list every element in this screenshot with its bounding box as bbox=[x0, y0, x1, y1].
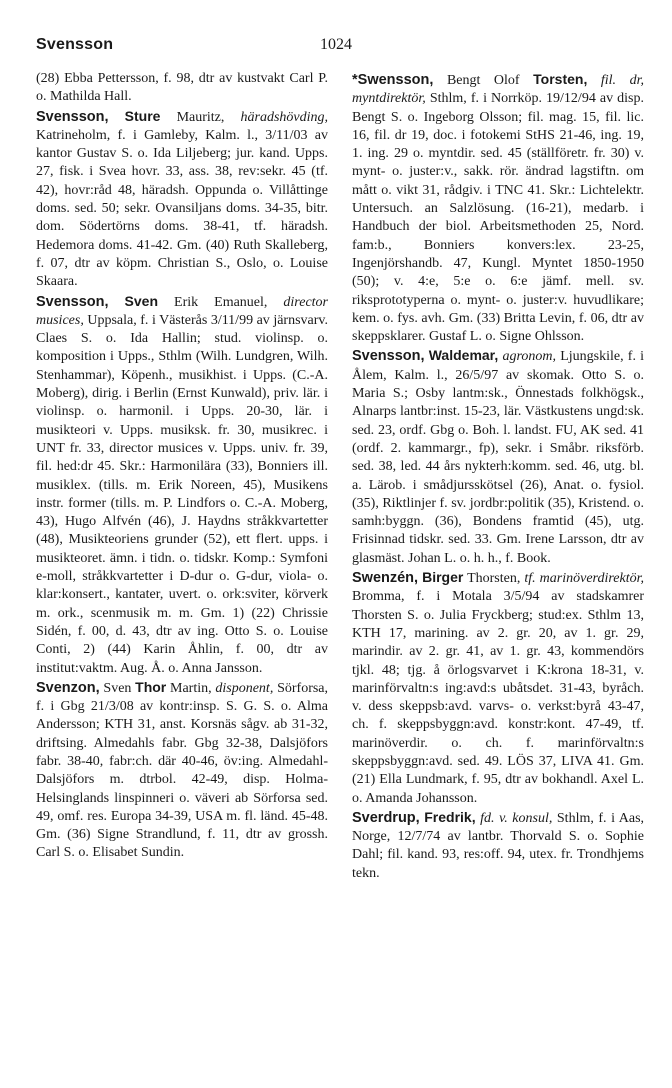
entry-body: Sörforsa, f. i Gbg 21/3/08 av kontr:insp. S. G. S. o. Alma Andersson; KTH 31, anst. Korsnäs sågv. ab 31-32, driftsing. Almedahls fabr. Gbg 32-38, Dalsjöfors fabr. 38-40, fabr:ch. där 40-46, öv:ing. Almedahl-Dalsjöfors m. dtrbol. 42-49, disp. Holma-Helsinglands linspinneri o. väveri ab Sörforsa sed. 49, omf. res. Europa 34-39, USA m. fl. länd. 45-48. Gm. (36) Signe Strandlund, f. 11, dtr av grossh. Carl S. o. Elisabet Sundin. bbox=[36, 680, 329, 861]
running-head bbox=[36, 36, 636, 60]
entry-given-names: Mauritz, bbox=[176, 109, 225, 125]
entry-surname: *Swensson, bbox=[352, 72, 434, 88]
entry-call-name: Waldemar, bbox=[428, 347, 499, 364]
entry-swenzen-birger bbox=[352, 568, 644, 808]
entry-body: Uppsala, f. i Västerås 3/11/99 av järnsvarv. Claes S. o. Ida Hallin; stud. violinsp. o. komposition i Upps., Sthlm (Wilh. Lundgren, Wilh. Stenhammar), Köpenh., musikhist. i Upps. (C.-A. Moberg), dirig. i Berlin (Ernst Kunwald), priv. lär. i violinsp. o. harmonil. i Upps. 20-30, lär. i musikteori v. Upps. musiksk. fr. 30, musikrec. i UNT fr. 33, director musices v. Upps. univ. fr. 39, fil. hed:dr 45. Skr.: Harmonilära (33), Bonniers ill. musiklex. (tills. m. Erik Noreen, 45), Musikens instr. former (tills. m. P. Lindfors o. C.-A. Moberg, 43), Hugo Alfvén (46), J. Haydns stråkkvartetter (48), Musikteoriens grunder (52), ett flert. upps. i musikteoret. ämn. i tidn. o. tidskr. Komp.: Symfoni e-moll, stråkkvartetter i D-dur o. G-dur, viola- o. klar:konsert., kantater, uvert. o. ork:sviter, körverk m. ork., scenmusik m. m. Gm. 1) (22) Chrissie Sidén, f. 00, d. 43, dtr av ing. Otto S. o. Louise Conti, 2) (44) Karin Åhlin, f. 00, dtr av institut:vaktm. Aug. Å. o. Anna Jansson. bbox=[36, 312, 329, 676]
right-column bbox=[352, 70, 644, 883]
entry-surname: Sverdrup, bbox=[352, 809, 420, 826]
entry-surname: Swenzén, bbox=[352, 570, 419, 587]
entry-call-name: Sven bbox=[124, 292, 159, 309]
entry-surname: Svensson, bbox=[36, 108, 109, 125]
entry-title: disponent, bbox=[215, 680, 274, 696]
entry-call-name: Thor bbox=[135, 678, 167, 695]
entry-body: Sthlm, f. i Norrköp. 19/12/94 av disp. Bengt S. o. Ingeborg Olsson; fil. mag. 15, fil. lic. 16, fil. dr 19, doc. i fotokemi StHS 21-46, ing. 19, 1. ing. 29 o. myntdir. sed. 45 (ställföretr. fr. 30) v. mynt- o. juster:v., sakk. rör. ändrad lagstiftn. om mått o. vikt 31, rådgiv. i TNC 41. Skr.: Lichtelektr. Untersuch. an Salzlösung. (16-21), medarb. i Handbuch der biol. Arbeitsmethoden 25, Nord. fam:b., Bonniers konvers:lex. 23-25, Ingenjörshandb. 47, Kungl. Myntet 1850-1950 (50); v. 4:e, 5:e o. 6:e jämf. mell. sv. riksprototyperna o. mynt- o. juster:v. huvudlikare; kem. o. fys. avh. Gm. (33) Britta Levin, f. 06, dtr av skeppsklarer. Gustaf L. o. Signe Ohlsson. bbox=[352, 91, 645, 345]
entry-body: Bromma, f. i Motala 3/5/94 av stadskamrer Thorsten S. o. Julia Fryckberg; stud:ex. Sthlm 13, KTH 17, marining. av 2. gr. 20, av 1. gr. 29, marindir. av 2. gr. 41, av 1. gr. 43, kommendörs tjkl. 48; tjg. å örlogsvarvet i K:krona 18-31, v. marinförvaltn:s ing:avd:s ubåtsdet. 31-43, byråch. v. dess skeppsb:avd. varvs- o. verkst:byrå 43-47, ch. f. skeppsbyggn:avd. konstr:kont. 47-49, tf. marinöverdir. o. ch. f. marinförvaltn:s skeppsbyggn:avd. sed. 49. LÖS 37, LIVA 41. Gm. (21) Ella Lundmark, f. 95, dtr av bokhandl. Axel L. o. Amanda Johansson. bbox=[352, 589, 644, 806]
entry-call-name: Birger bbox=[422, 569, 464, 586]
entry-svensson-sven bbox=[36, 292, 328, 678]
page-number: 1024 bbox=[320, 36, 352, 53]
entry-title: agronom, bbox=[502, 349, 556, 365]
running-head-name: Svensson bbox=[36, 36, 114, 53]
entry-surname: Svenzon, bbox=[36, 679, 100, 696]
entry-surname: Svensson, bbox=[36, 293, 109, 310]
left-column bbox=[36, 70, 328, 863]
entry-call-name: Fredrik, bbox=[424, 808, 476, 825]
entry-body: (28) Ebba Pettersson, f. 98, dtr av kustvakt Carl P. o. Mathilda Hall. bbox=[36, 71, 328, 105]
entry-call-name: Torsten, bbox=[533, 71, 588, 87]
entry-given-names: Thorsten, bbox=[467, 571, 521, 587]
entry-given-names: Bengt Olof bbox=[446, 73, 520, 88]
entry-body: Sthlm, f. i Aas, Norge, 12/7/74 av lantbr. Thorvald S. o. Sophie Dahl; fil. kand. 93, res:off. 94, utex. fr. Trondhjems tekn. bbox=[352, 810, 645, 881]
entry-svensson-sture bbox=[36, 107, 328, 292]
entry-given-names-after: Martin, bbox=[170, 680, 212, 696]
entry-call-name: Sture bbox=[124, 107, 161, 124]
entry-given-names: Erik Emanuel, bbox=[174, 294, 268, 310]
entry-title: häradshövding, bbox=[240, 109, 329, 125]
entry-svenzon-thor bbox=[36, 678, 328, 863]
entry-title: fd. v. konsul, bbox=[480, 810, 553, 826]
entry-svensson-waldemar bbox=[352, 346, 644, 568]
entry-surname: Svensson, bbox=[352, 348, 425, 365]
entry-given-names: Sven bbox=[103, 680, 132, 696]
entry-swensson-torsten bbox=[352, 70, 644, 346]
entry-body: Katrineholm, f. i Gamleby, Kalm. l., 3/11/03 av kantor Gustav S. o. Ida Liljeberg; jur. kand. Upps. 27, fisk. i Svea hovr. 33, ass. 38, rev:sekr. 45 (tf. 42), hovr:råd 48, häradsh. Oppunda o. Villåttinge doms. sed. 50; sekr. Ovansiljans doms. 34-35, bitr. dom. Södertörns doms. 38-41, tf. häradsh. Hedemora doms. 41-42. Gm. (40) Ruth Skalleberg, f. 07, dtr av köpm. Christian S., Oslo, o. Louise Skaara. bbox=[36, 127, 328, 290]
entry-title: director musices, bbox=[36, 294, 329, 328]
entry-title: tf. marinöverdirektör, bbox=[524, 571, 645, 587]
entry-continuation bbox=[36, 70, 328, 107]
entry-body: Ljungskile, f. i Ålem, Kalm. l., 26/5/97 av skomak. Otto S. o. Maria S.; Osby lantm:sk., Önnestads folkhögsk., Alnarps lantbr:inst. 15-23, lär. Västkustens ungd:sk. sed. 23, ordf. Gbg o. Boh. l. landst. FU, AK sed. 41 (ordf. 2. kammargr., fp), sekr. i Småbr. riksförb. sed. 38, led. 44 års nykterh:komm. sed. 46, utg. bl. a. Lärob. i smådjursskötsel (26), Anat. o. fysiol. (35), Riktlinjer f. sv. jordbr:politik (35), Kristend. o. samh:byggn. (36), Bondens framtid (45), utg. Frisinnad tidskr. sed. 33. Gm. Irene Larsson, dtr av glasmäst. Johan L. o. h. h., f. Book. bbox=[352, 349, 645, 566]
entry-sverdrup-fredrik bbox=[352, 808, 644, 883]
entry-title: fil. dr, myntdirektör, bbox=[352, 73, 644, 107]
